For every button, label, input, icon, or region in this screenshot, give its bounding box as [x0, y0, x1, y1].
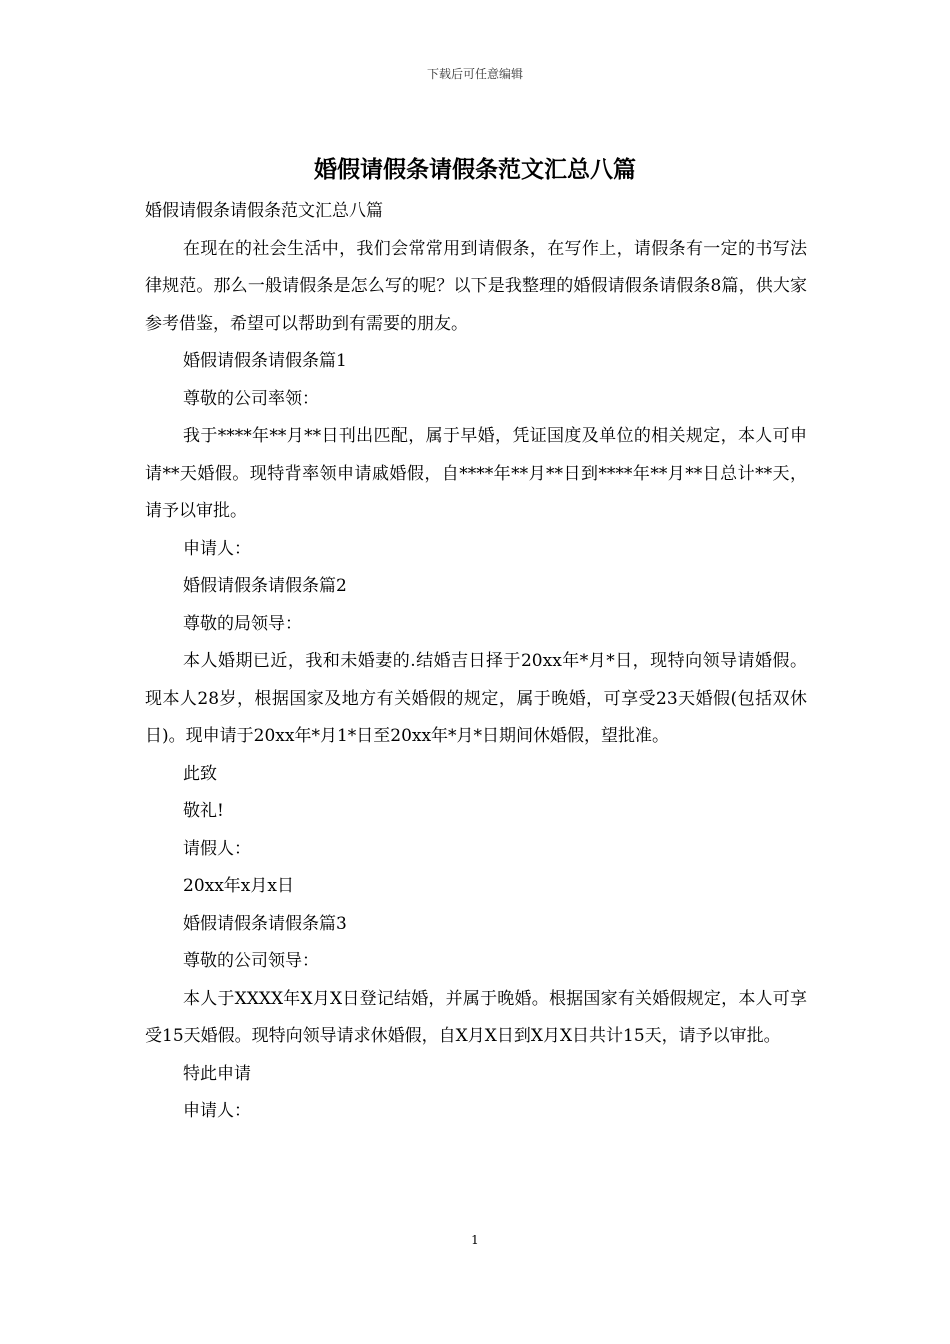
document-body [145, 193, 807, 1131]
signature-label-2: 请假人： [183, 838, 251, 859]
page-header-note: 下载后可任意编辑 [426, 67, 523, 81]
section-heading-2: 婚假请假条请假条篇2 [183, 576, 347, 596]
subtitle-line: 婚假请假条请假条范文汇总八篇 [145, 201, 383, 221]
closing-line-1: 此致 [183, 763, 217, 784]
closing-line-2: 敬礼! [183, 801, 224, 821]
page-number: 1 [471, 1233, 479, 1247]
salutation-3: 尊敬的公司领导： [183, 951, 319, 971]
letter-body-1: 我于****年**月**日刊出匹配，属于早婚，凭证国度及单位的相关规定，本人可申请**天婚假。现特背率领申请戚婚假，自****年**月**日到****年**月**日总计**天，请予以审批。 [145, 426, 807, 521]
document-title: 婚假请假条请假条范文汇总八篇 [314, 156, 636, 183]
intro-paragraph: 在现在的社会生活中，我们会常常用到请假条，在写作上，请假条有一定的书写法律规范。那么一般请假条是怎么写的呢？以下是我整理的婚假请假条请假条8篇，供大家参考借鉴，希望可以帮助到有需要的朋友。 [145, 238, 807, 334]
letter-body-2: 本人婚期已近，我和未婚妻的.结婚吉日择于20xx年*月*日，现特向领导请婚假。现本人28岁，根据国家及地方有关婚假的规定，属于晚婚，可享受23天婚假(包括双休日)。现申请于20xx年*月1*日至20xx年*月*日期间休婚假，望批准。 [145, 651, 807, 746]
closing-line-3: 特此申请 [183, 1063, 251, 1084]
salutation-2: 尊敬的局领导： [183, 613, 302, 634]
letter-body-3: 本人于XXXX年X月X日登记结婚，并属于晚婚。根据国家有关婚假规定，本人可享受15天婚假。现特向领导请求休婚假，自X月X日到X月X日共计15天，请予以审批。 [145, 988, 807, 1046]
section-heading-1: 婚假请假条请假条篇1 [183, 351, 347, 371]
date-line-2: 20xx年x月x日 [183, 876, 294, 896]
salutation-1: 尊敬的公司率领： [183, 388, 319, 409]
signature-label-3: 申请人： [183, 1101, 251, 1121]
signature-label-1: 申请人： [183, 538, 251, 559]
section-heading-3: 婚假请假条请假条篇3 [183, 913, 347, 934]
